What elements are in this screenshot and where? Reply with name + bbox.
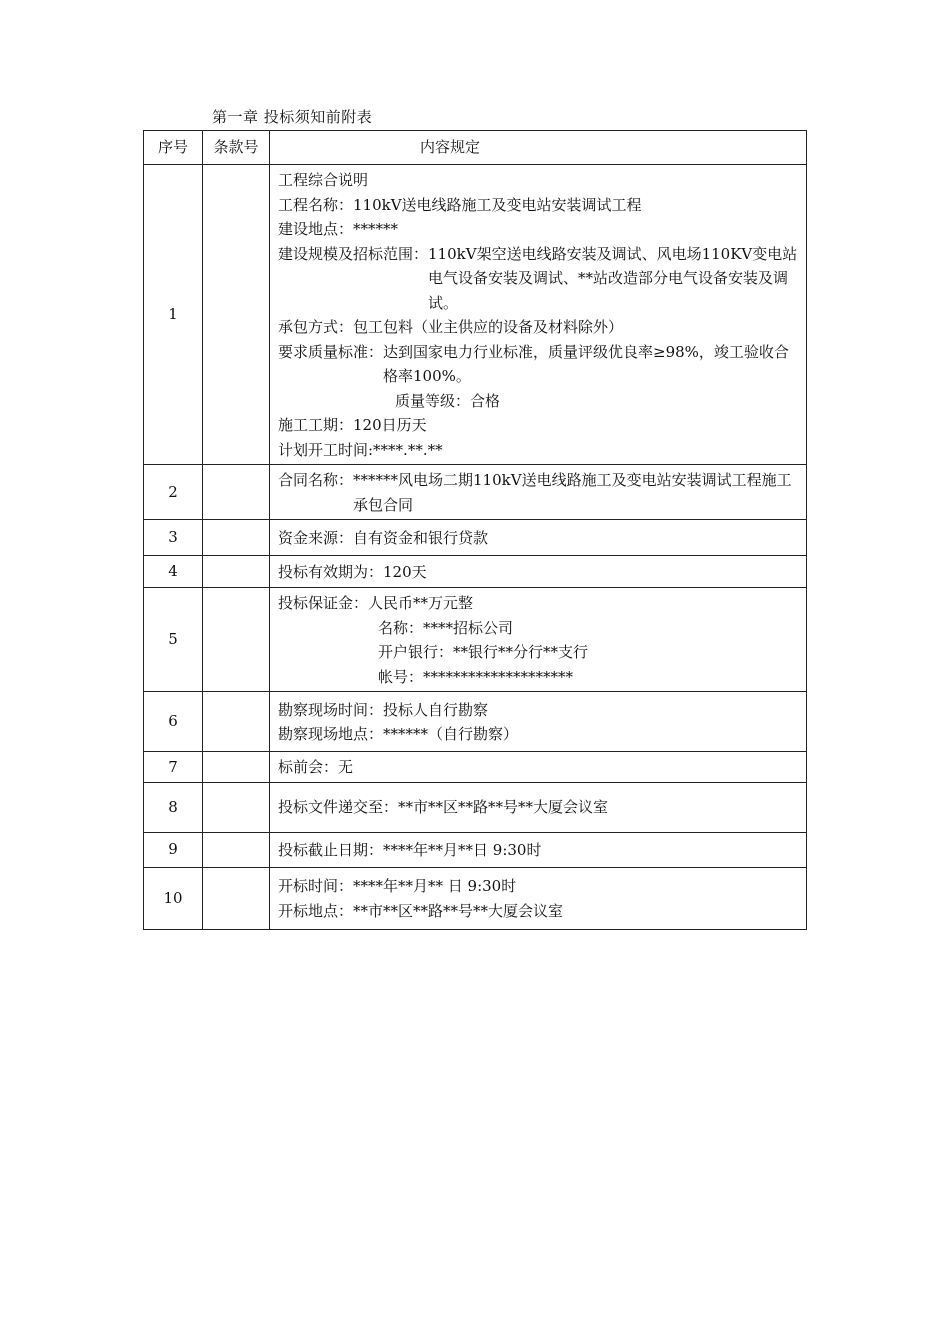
header-content: 内容规定 xyxy=(270,131,807,165)
content-cell xyxy=(270,692,807,752)
row-number: 5 xyxy=(144,588,203,692)
content-line: 投标文件递交至：**市**区**路**号**大厦会议室 xyxy=(278,798,609,817)
table-row xyxy=(144,465,807,520)
content-line: 建设地点：****** xyxy=(278,220,399,238)
content-line: 施工工期：120日历天 xyxy=(278,416,427,434)
content-cell xyxy=(270,752,807,783)
content-line: 计划开工时间:****.**.** xyxy=(278,440,443,459)
content-cell xyxy=(270,867,807,929)
row-number: 2 xyxy=(144,465,203,520)
header-clause: 条款号 xyxy=(203,131,270,165)
clause-cell xyxy=(203,752,270,783)
row-number: 1 xyxy=(144,165,203,465)
table-row xyxy=(144,867,807,929)
content-line: 承包方式：包工包料（业主供应的设备及材料除外） xyxy=(278,318,624,336)
row-number: 7 xyxy=(144,752,203,783)
content-value: 110kV架空送电线路安装及调试、风电场110KV变电站电气设备安装及调试、**站改造部分电气设备安装及调试。 xyxy=(428,244,798,312)
clause-cell xyxy=(203,832,270,867)
content-value: ******风电场二期110kV送电线路施工及变电站安装调试工程施工承包合同 xyxy=(353,471,792,514)
row-number: 8 xyxy=(144,782,203,832)
clause-cell xyxy=(203,588,270,692)
content-cell xyxy=(270,832,807,867)
content-cell xyxy=(270,588,807,692)
row-number: 4 xyxy=(144,556,203,588)
content-cell xyxy=(270,165,807,465)
table-row xyxy=(144,782,807,832)
table-row xyxy=(144,752,807,783)
content-line: 工程名称：110kV送电线路施工及变电站安装调试工程 xyxy=(278,195,642,214)
content-line: 投标截止日期：****年**月**日 9:30时 xyxy=(278,840,542,859)
content-key: 建设规模及招标范围： xyxy=(278,244,429,263)
content-key: 要求质量标准： xyxy=(278,342,384,361)
content-cell xyxy=(270,465,807,520)
table-row xyxy=(144,832,807,867)
clause-cell xyxy=(203,465,270,520)
table-row xyxy=(144,692,807,752)
content-line: 勘察现场地点：******（自行勘察） xyxy=(278,725,519,743)
content-line: 投标保证金：人民币**万元整 xyxy=(278,594,474,612)
clause-cell xyxy=(203,782,270,832)
table-row xyxy=(144,556,807,588)
content-hanging-line xyxy=(278,340,800,389)
content-value: 达到国家电力行业标准，质量评级优良率≥98%，竣工验收合格率100%。 xyxy=(383,342,789,385)
row-number: 9 xyxy=(144,832,203,867)
content-line: 名称：****招标公司 xyxy=(378,618,514,637)
row-number: 6 xyxy=(144,692,203,752)
content-line: 开标地点：**市**区**路**号**大厦会议室 xyxy=(278,901,564,920)
content-line: 工程综合说明 xyxy=(278,171,369,189)
clause-cell xyxy=(203,520,270,556)
row-number: 3 xyxy=(144,520,203,556)
content-line: 质量等级：合格 xyxy=(395,391,501,410)
page-title: 第一章 投标须知前附表 xyxy=(212,108,373,126)
table-row xyxy=(144,165,807,465)
clause-cell xyxy=(203,165,270,465)
content-line: 标前会：无 xyxy=(278,758,354,776)
row-number: 10 xyxy=(144,867,203,929)
content-key: 合同名称： xyxy=(278,471,354,489)
content-line: 开户银行：**银行**分行**支行 xyxy=(378,643,589,661)
table-row xyxy=(144,588,807,692)
header-no: 序号 xyxy=(144,131,203,165)
clause-cell xyxy=(203,556,270,588)
table-header-row xyxy=(144,131,807,165)
content-line: 帐号：******************** xyxy=(378,667,574,686)
content-line: 资金来源：自有资金和银行贷款 xyxy=(278,528,489,547)
table-row xyxy=(144,520,807,556)
content-hanging-line xyxy=(278,468,800,517)
content-hanging-line xyxy=(278,242,800,316)
bid-instructions-table xyxy=(143,130,807,930)
clause-cell xyxy=(203,867,270,929)
content-cell xyxy=(270,782,807,832)
content-line: 勘察现场时间：投标人自行勘察 xyxy=(278,700,489,719)
content-line: 投标有效期为：120天 xyxy=(278,562,427,581)
content-line: 开标时间：****年**月** 日 9:30时 xyxy=(278,877,517,895)
content-cell xyxy=(270,520,807,556)
content-cell xyxy=(270,556,807,588)
clause-cell xyxy=(203,692,270,752)
